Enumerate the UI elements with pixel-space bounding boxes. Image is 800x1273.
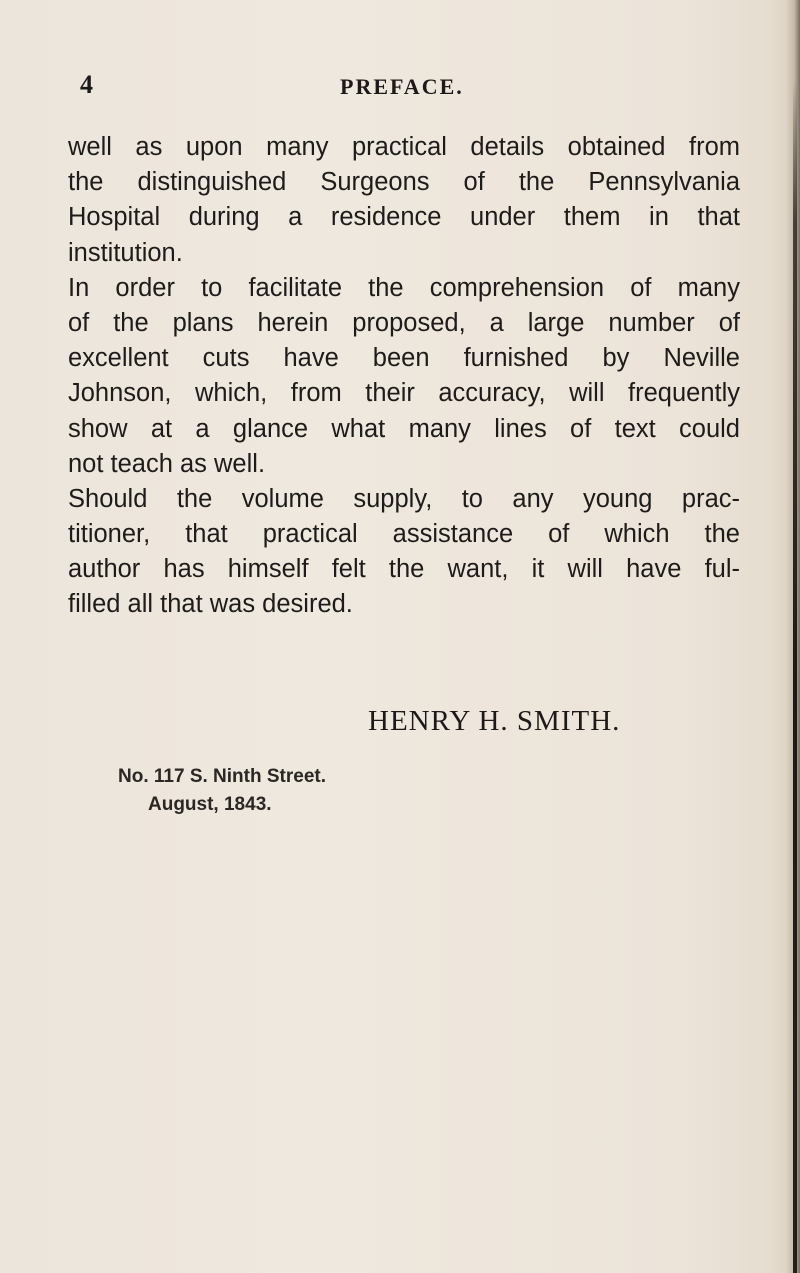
text-line: institution. xyxy=(68,238,183,267)
page-edge-binding xyxy=(793,80,797,1273)
author-address xyxy=(118,763,326,819)
text-line: of the plans herein proposed, a large number of xyxy=(68,308,740,337)
text-line: filled all that was desired. xyxy=(68,590,353,619)
preface-date: August, 1843. xyxy=(148,794,272,815)
text-line: Hospital during a residence under them in that xyxy=(68,203,740,232)
text-line: Johnson, which, from their accuracy, will frequently xyxy=(68,379,740,408)
text-line: In order to facilitate the comprehension of many xyxy=(68,273,740,302)
text-line: titioner, that practical assistance of which the xyxy=(68,520,740,549)
text-line: well as upon many practical details obtained from xyxy=(68,133,740,161)
text-line: excellent cuts have been furnished by Neville xyxy=(68,344,740,373)
preface-body xyxy=(68,130,740,623)
text-line: not teach as well. xyxy=(68,449,266,478)
text-line: Should the volume supply, to any young prac- xyxy=(68,484,740,513)
text-line: show at a glance what many lines of text could xyxy=(68,414,740,443)
text-line: author has himself felt the want, it will have ful- xyxy=(68,555,740,584)
page-number: 4 xyxy=(80,70,93,99)
street-address: No. 117 S. Ninth Street. xyxy=(118,766,326,787)
running-head: PREFACE. xyxy=(340,74,464,99)
text-line: the distinguished Surgeons of the Pennsylvania xyxy=(68,168,740,197)
author-signature: HENRY H. SMITH. xyxy=(368,705,621,737)
page-header xyxy=(0,70,800,110)
